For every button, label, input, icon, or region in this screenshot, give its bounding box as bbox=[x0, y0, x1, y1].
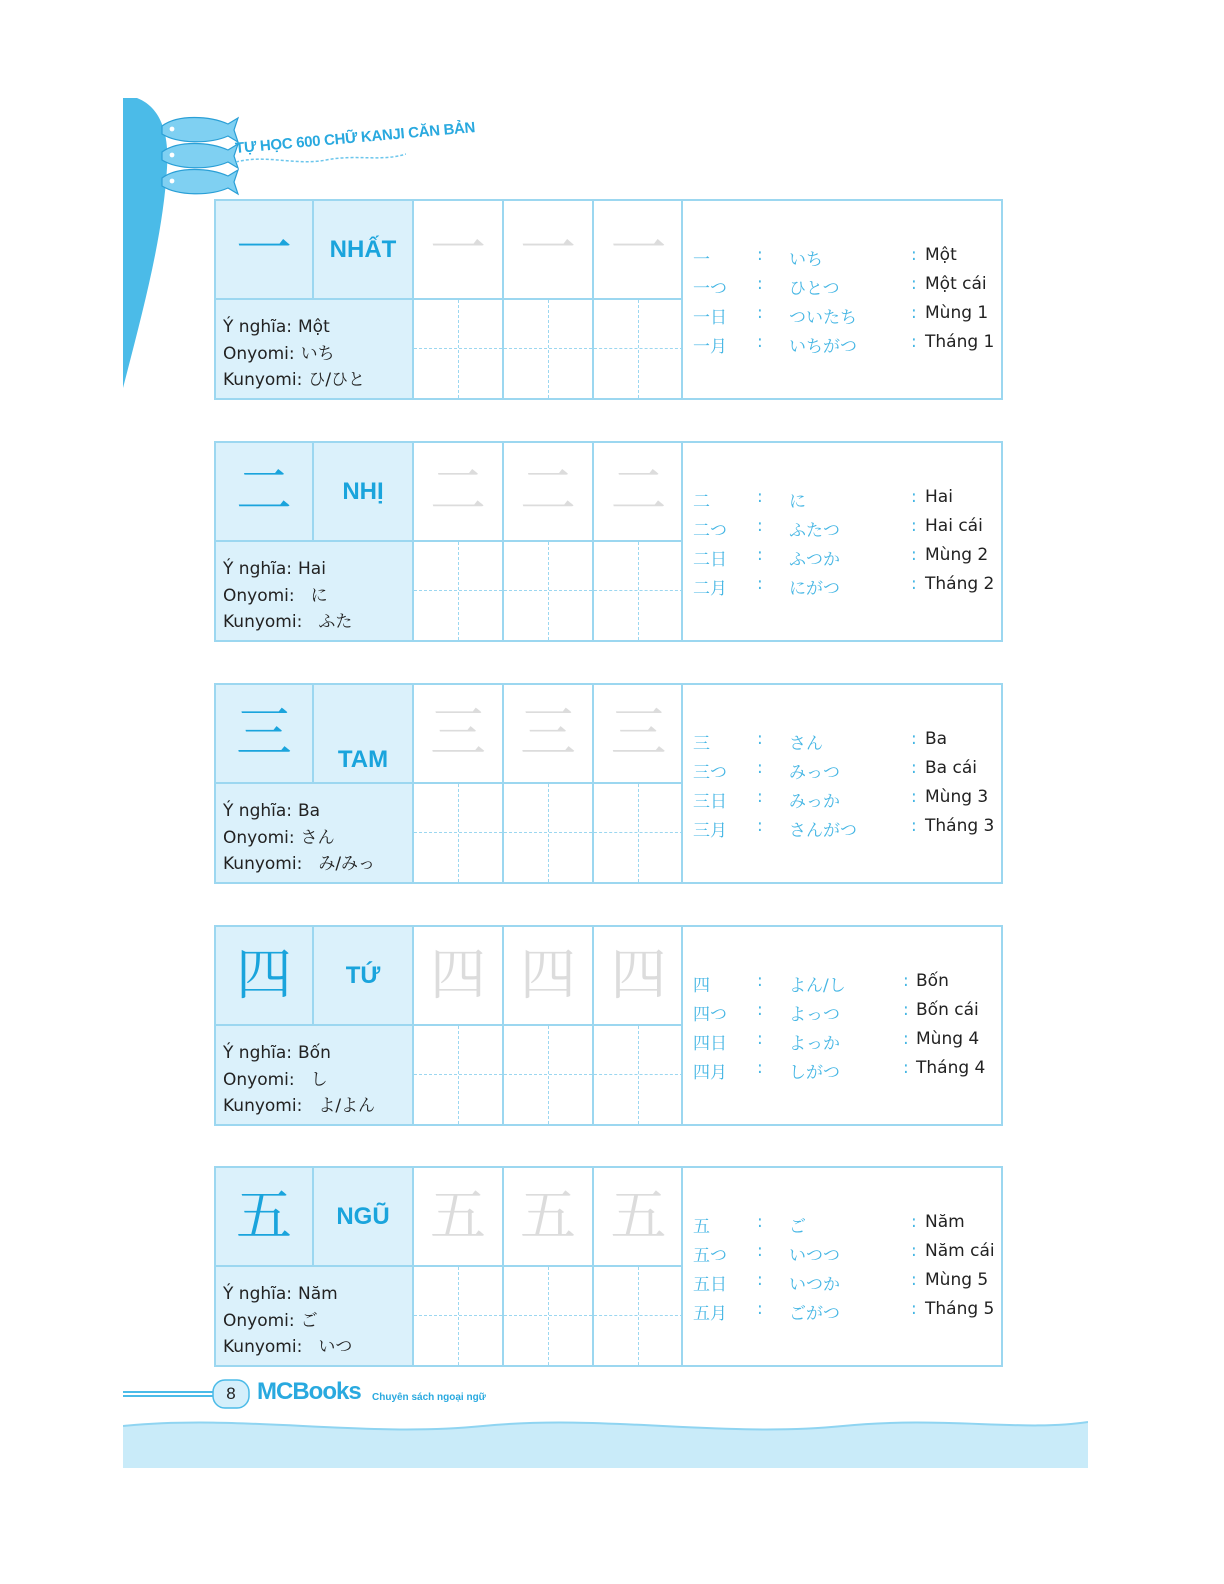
vocab-separator: : bbox=[757, 332, 763, 352]
kunyomi-row bbox=[223, 609, 412, 636]
vocab-meaning: Năm cái bbox=[925, 1241, 995, 1261]
vocab-separator: : bbox=[911, 787, 917, 807]
brand-logo: MCBooks bbox=[257, 1378, 361, 1405]
vocab-reading: いつつ bbox=[789, 1246, 840, 1266]
vocab-separator: : bbox=[757, 1241, 763, 1261]
onyomi-value: し bbox=[310, 1069, 328, 1090]
vocab-reading: ついたち bbox=[789, 308, 857, 328]
practice-cell[interactable] bbox=[594, 1026, 683, 1124]
meaning-row bbox=[223, 798, 412, 825]
hanviet-reading: NHỊ bbox=[314, 443, 412, 542]
vocab-separator: : bbox=[911, 574, 917, 594]
onyomi-row bbox=[223, 825, 412, 852]
kunyomi-row bbox=[223, 851, 412, 878]
kanji-character: 二 bbox=[216, 443, 314, 542]
trace-cell[interactable]: 三 bbox=[504, 685, 594, 784]
practice-cell[interactable] bbox=[504, 542, 594, 640]
meaning-row bbox=[223, 1281, 412, 1308]
practice-cell[interactable] bbox=[504, 784, 594, 882]
vocab-meaning: Mùng 1 bbox=[925, 303, 989, 323]
vocab-meaning: Tháng 3 bbox=[925, 816, 995, 836]
vocab-meaning: Ba cái bbox=[925, 758, 977, 778]
trace-cell[interactable]: 五 bbox=[594, 1168, 683, 1267]
kanji-card bbox=[214, 683, 1003, 884]
vocab-word: 三 bbox=[693, 734, 710, 754]
vocab-reading: いち bbox=[789, 250, 823, 270]
book-title: TỰ HỌC 600 CHỮ KANJI CĂN BẢN bbox=[234, 119, 476, 157]
vocab-list bbox=[685, 201, 1001, 398]
vocab-separator: : bbox=[757, 1000, 763, 1020]
vocab-word: 四つ bbox=[693, 1005, 727, 1025]
onyomi-value: さん bbox=[300, 827, 335, 848]
practice-cell[interactable] bbox=[414, 1026, 504, 1124]
meaning-label: Ý nghĩa: bbox=[223, 1043, 292, 1063]
meaning-label: Ý nghĩa: bbox=[223, 559, 292, 579]
title-underline bbox=[236, 150, 406, 166]
vocab-reading: ひとつ bbox=[789, 279, 840, 299]
practice-cell[interactable] bbox=[504, 1267, 594, 1365]
onyomi-label: Onyomi: bbox=[223, 585, 295, 606]
vocab-separator: : bbox=[911, 1299, 917, 1319]
writing-practice-grid bbox=[412, 685, 683, 882]
hanviet-reading: TAM bbox=[314, 685, 412, 784]
vocab-meaning: Mùng 5 bbox=[925, 1270, 989, 1290]
onyomi-row bbox=[223, 583, 412, 610]
vocab-word: 五月 bbox=[693, 1304, 727, 1324]
vocab-list bbox=[685, 685, 1001, 882]
footer-line bbox=[123, 1390, 223, 1398]
vocab-separator: : bbox=[911, 1241, 917, 1261]
practice-cell[interactable] bbox=[594, 1267, 683, 1365]
kanji-info bbox=[216, 784, 412, 882]
kanji-card bbox=[214, 1166, 1003, 1367]
kunyomi-value: み/みっ bbox=[318, 854, 376, 874]
vocab-separator: : bbox=[757, 816, 763, 836]
kunyomi-value: ひ/ひと bbox=[308, 370, 366, 390]
practice-cell[interactable] bbox=[414, 784, 504, 882]
vocab-word: 三月 bbox=[693, 821, 727, 841]
vocab-meaning: Mùng 3 bbox=[925, 787, 989, 807]
vocab-separator: : bbox=[757, 1270, 763, 1290]
onyomi-value: に bbox=[310, 585, 328, 606]
writing-practice-grid bbox=[412, 201, 683, 398]
vocab-separator: : bbox=[903, 1029, 909, 1049]
vocab-meaning: Mùng 4 bbox=[916, 1029, 980, 1049]
kanji-character: 一 bbox=[216, 201, 314, 300]
vocab-separator: : bbox=[911, 487, 917, 507]
kanji-card bbox=[214, 925, 1003, 1126]
vocab-word: 四日 bbox=[693, 1034, 727, 1054]
vocab-meaning: Tháng 4 bbox=[916, 1058, 986, 1078]
vocab-separator: : bbox=[911, 545, 917, 565]
vocab-reading: さん bbox=[789, 734, 823, 754]
vocab-separator: : bbox=[911, 516, 917, 536]
vocab-reading: しがつ bbox=[789, 1063, 840, 1083]
trace-cell[interactable]: 五 bbox=[414, 1168, 504, 1267]
meaning-row bbox=[223, 1040, 412, 1067]
vocab-separator: : bbox=[757, 758, 763, 778]
vocab-word: 一 bbox=[693, 250, 710, 270]
practice-cell[interactable] bbox=[594, 784, 683, 882]
vocab-reading: ご bbox=[789, 1217, 806, 1237]
trace-cell[interactable]: 二 bbox=[504, 443, 594, 542]
practice-cell[interactable] bbox=[594, 300, 683, 398]
vocab-word: 五つ bbox=[693, 1246, 727, 1266]
vocab-separator: : bbox=[757, 245, 763, 265]
vocab-meaning: Mùng 2 bbox=[925, 545, 989, 565]
vocab-meaning: Bốn cái bbox=[916, 1000, 979, 1020]
vocab-meaning: Một bbox=[925, 245, 957, 265]
vocab-separator: : bbox=[911, 1270, 917, 1290]
vocab-reading: ふたつ bbox=[789, 521, 840, 541]
vocab-separator: : bbox=[911, 729, 917, 749]
vocab-meaning: Hai bbox=[925, 487, 953, 507]
trace-cell[interactable]: 二 bbox=[414, 443, 504, 542]
meaning-value: Hai bbox=[298, 559, 326, 579]
onyomi-label: Onyomi: bbox=[223, 1310, 295, 1331]
vocab-separator: : bbox=[757, 1299, 763, 1319]
trace-cell[interactable]: 一 bbox=[414, 201, 504, 300]
vocab-separator: : bbox=[911, 1212, 917, 1232]
vocab-meaning: Bốn bbox=[916, 971, 949, 991]
meaning-value: Ba bbox=[298, 801, 321, 821]
kanji-info bbox=[216, 300, 412, 398]
vocab-separator: : bbox=[757, 303, 763, 323]
trace-cell[interactable]: 四 bbox=[594, 927, 683, 1026]
vocab-separator: : bbox=[911, 816, 917, 836]
vocab-separator: : bbox=[757, 516, 763, 536]
onyomi-row bbox=[223, 1308, 412, 1335]
vocab-reading: にがつ bbox=[789, 579, 840, 599]
trace-cell[interactable]: 三 bbox=[414, 685, 504, 784]
page-number: 8 bbox=[226, 1384, 236, 1403]
meaning-label: Ý nghĩa: bbox=[223, 317, 292, 337]
vocab-separator: : bbox=[757, 971, 763, 991]
practice-cell[interactable] bbox=[414, 542, 504, 640]
trace-cell[interactable]: 四 bbox=[414, 927, 504, 1026]
vocab-meaning: Tháng 1 bbox=[925, 332, 995, 352]
kunyomi-label: Kunyomi: bbox=[223, 612, 303, 632]
vocab-word: 二日 bbox=[693, 550, 727, 570]
writing-practice-grid bbox=[412, 927, 683, 1124]
hanviet-reading: NHẤT bbox=[314, 201, 412, 300]
bottom-wave bbox=[123, 1412, 1088, 1468]
kunyomi-value: よ/よん bbox=[318, 1096, 376, 1116]
trace-cell[interactable]: 三 bbox=[594, 685, 683, 784]
vocab-separator: : bbox=[903, 1058, 909, 1078]
kanji-info bbox=[216, 1267, 412, 1365]
meaning-row bbox=[223, 556, 412, 583]
kanji-info bbox=[216, 542, 412, 640]
vocab-reading: ごがつ bbox=[789, 1304, 840, 1324]
vocab-separator: : bbox=[911, 303, 917, 323]
practice-cell[interactable] bbox=[414, 300, 504, 398]
kunyomi-label: Kunyomi: bbox=[223, 1096, 303, 1116]
onyomi-label: Onyomi: bbox=[223, 343, 295, 364]
vocab-reading: みっか bbox=[789, 792, 840, 812]
hanviet-reading: TỨ bbox=[314, 927, 412, 1026]
vocab-word: 二月 bbox=[693, 579, 727, 599]
trace-cell[interactable]: 五 bbox=[504, 1168, 594, 1267]
vocab-separator: : bbox=[911, 332, 917, 352]
vocab-word: 五 bbox=[693, 1217, 710, 1237]
vocab-separator: : bbox=[911, 245, 917, 265]
vocab-separator: : bbox=[757, 1058, 763, 1078]
vocab-separator: : bbox=[903, 971, 909, 991]
vocab-word: 一月 bbox=[693, 337, 727, 357]
vocab-word: 一つ bbox=[693, 279, 727, 299]
onyomi-value: いち bbox=[300, 343, 335, 364]
vocab-reading: さんがつ bbox=[789, 821, 857, 841]
vocab-separator: : bbox=[757, 574, 763, 594]
meaning-label: Ý nghĩa: bbox=[223, 801, 292, 821]
vocab-reading: よっか bbox=[789, 1034, 840, 1054]
kanji-info bbox=[216, 1026, 412, 1124]
meaning-value: Bốn bbox=[298, 1043, 331, 1063]
trace-cell[interactable]: 四 bbox=[504, 927, 594, 1026]
trace-cell[interactable]: 一 bbox=[504, 201, 594, 300]
vocab-word: 四 bbox=[693, 976, 710, 996]
kunyomi-row bbox=[223, 1093, 412, 1120]
practice-cell[interactable] bbox=[414, 1267, 504, 1365]
brand-tagline: Chuyên sách ngoại ngữ bbox=[372, 1392, 486, 1403]
kunyomi-value: いつ bbox=[318, 1337, 353, 1357]
practice-cell[interactable] bbox=[594, 542, 683, 640]
vocab-separator: : bbox=[757, 787, 763, 807]
vocab-reading: よっつ bbox=[789, 1005, 840, 1025]
vocab-separator: : bbox=[757, 545, 763, 565]
vocab-word: 四月 bbox=[693, 1063, 727, 1083]
vocab-separator: : bbox=[911, 758, 917, 778]
vocab-meaning: Tháng 2 bbox=[925, 574, 995, 594]
vocab-word: 二 bbox=[693, 492, 710, 512]
vocab-reading: いちがつ bbox=[789, 337, 857, 357]
vocab-word: 一日 bbox=[693, 308, 727, 328]
meaning-label: Ý nghĩa: bbox=[223, 1284, 292, 1304]
kunyomi-label: Kunyomi: bbox=[223, 854, 303, 874]
vocab-list bbox=[685, 1168, 1001, 1365]
trace-cell[interactable]: 一 bbox=[594, 201, 683, 300]
vocab-word: 五日 bbox=[693, 1275, 727, 1295]
kanji-character: 三 bbox=[216, 685, 314, 784]
vocab-reading: みっつ bbox=[789, 763, 840, 783]
vocab-word: 三日 bbox=[693, 792, 727, 812]
vocab-separator: : bbox=[757, 1212, 763, 1232]
kunyomi-label: Kunyomi: bbox=[223, 370, 303, 390]
carp-streamer-icon bbox=[158, 112, 240, 198]
onyomi-label: Onyomi: bbox=[223, 1069, 295, 1090]
practice-cell[interactable] bbox=[504, 300, 594, 398]
kanji-character: 四 bbox=[216, 927, 314, 1026]
meaning-value: Một bbox=[298, 317, 330, 337]
vocab-meaning: Hai cái bbox=[925, 516, 983, 536]
kunyomi-value: ふた bbox=[318, 612, 353, 632]
practice-cell[interactable] bbox=[504, 1026, 594, 1124]
kanji-character: 五 bbox=[216, 1168, 314, 1267]
onyomi-value: ご bbox=[300, 1310, 318, 1331]
onyomi-row bbox=[223, 341, 412, 368]
onyomi-label: Onyomi: bbox=[223, 827, 295, 848]
kunyomi-label: Kunyomi: bbox=[223, 1337, 303, 1357]
vocab-reading: に bbox=[789, 492, 806, 512]
vocab-separator: : bbox=[911, 274, 917, 294]
kanji-card bbox=[214, 441, 1003, 642]
kunyomi-row bbox=[223, 1334, 412, 1361]
vocab-list bbox=[685, 443, 1001, 640]
vocab-separator: : bbox=[757, 487, 763, 507]
vocab-list bbox=[685, 927, 1001, 1124]
vocab-meaning: Năm bbox=[925, 1212, 965, 1232]
vocab-separator: : bbox=[757, 274, 763, 294]
vocab-separator: : bbox=[757, 1029, 763, 1049]
trace-cell[interactable]: 二 bbox=[594, 443, 683, 542]
vocab-reading: ふつか bbox=[789, 550, 840, 570]
meaning-row bbox=[223, 314, 412, 341]
onyomi-row bbox=[223, 1067, 412, 1094]
vocab-meaning: Một cái bbox=[925, 274, 987, 294]
writing-practice-grid bbox=[412, 443, 683, 640]
vocab-separator: : bbox=[903, 1000, 909, 1020]
vocab-word: 三つ bbox=[693, 763, 727, 783]
vocab-reading: よん/し bbox=[789, 976, 846, 996]
meaning-value: Năm bbox=[298, 1284, 338, 1304]
vocab-meaning: Tháng 5 bbox=[925, 1299, 995, 1319]
vocab-word: 二つ bbox=[693, 521, 727, 541]
writing-practice-grid bbox=[412, 1168, 683, 1365]
hanviet-reading: NGŨ bbox=[314, 1168, 412, 1267]
kunyomi-row bbox=[223, 367, 412, 394]
vocab-separator: : bbox=[757, 729, 763, 749]
kanji-card bbox=[214, 199, 1003, 400]
vocab-meaning: Ba bbox=[925, 729, 948, 749]
vocab-reading: いつか bbox=[789, 1275, 840, 1295]
